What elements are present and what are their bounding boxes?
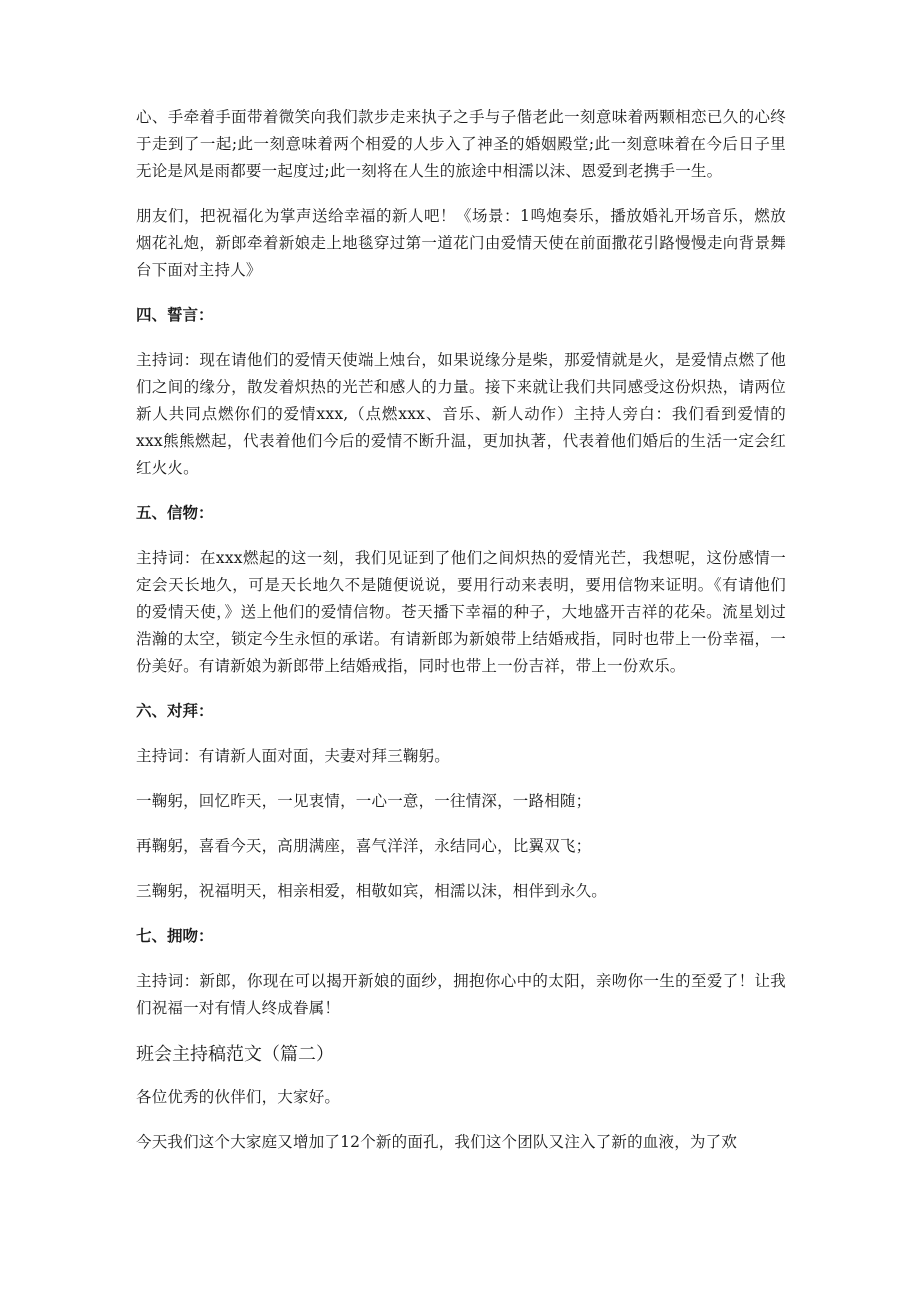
paragraph-tokens: 主持词：在xxx燃起的这一刻，我们见证到了他们之间炽热的爱情光芒，我想呢，这份感情一定会天长地久，可是天长地久不是随便说说，要用行动来表明，要用信物来证明。《有请他们的爱情天使，》送上他们的爱情信物。苍天播下幸福的种子，大地盛开吉祥的花朵。流星划过浩瀚的太空，锁定今生永恒的承诺。有请新郎为新娘带上结婚戒指，同时也带上一份幸福，一份美好。有请新娘为新郎带上结婚戒指，同时也带上一份吉祥，带上一份欢乐。: [136, 549, 786, 675]
paragraph-new-members: 今天我们这个大家庭又增加了12个新的面孔，我们这个团队又注入了新的血液，为了欢: [136, 1133, 738, 1151]
heading-kiss: 七、拥吻：: [136, 927, 214, 945]
paragraph-wedding-moment: 心、手牵着手面带着微笑向我们款步走来执子之手与子偕老此一刻意味着两颗相恋已久的心终于走到了一起;此一刻意味着两个相爱的人步入了神圣的婚姻殿堂;此一刻意味着在今后日子里无论是风是雨都要一起度过;此一刻将在人生的旅途中相濡以沫、恩爱到老携手一生。: [136, 108, 786, 180]
paragraph-bow-second: 再鞠躬，喜看今天，高朋满座，喜气洋洋，永结同心，比翼双飞；: [136, 837, 592, 855]
paragraph-bow-intro: 主持词：有请新人面对面，夫妻对拜三鞠躬。: [136, 747, 451, 765]
section-title-part-two: 班会主持稿范文（篇二）: [136, 1044, 334, 1065]
paragraph-kiss: 主持词：新郎，你现在可以揭开新娘的面纱，拥抱你心中的太阳，亲吻你一生的至爱了！让我们祝福一对有情人终成眷属！: [136, 972, 786, 1017]
paragraph-greeting: 各位优秀的伙伴们，大家好。: [136, 1088, 341, 1106]
paragraph-bow-third: 三鞠躬，祝福明天，相亲相爱，相敬如宾，相濡以沫，相伴到永久。: [136, 882, 608, 900]
document-page: [136, 104, 786, 1174]
heading-tokens: 五、信物：: [136, 504, 214, 522]
paragraph-blessing-scene: 朋友们，把祝福化为掌声送给幸福的新人吧！《场景：1鸣炮奏乐，播放婚礼开场音乐，燃放烟花礼炮，新郎牵着新娘走上地毯穿过第一道花门由爱情天使在前面撒花引路慢慢走向背景舞台下面对主持人》: [136, 207, 786, 279]
heading-bow: 六、对拜：: [136, 702, 214, 720]
paragraph-bow-first: 一鞠躬，回忆昨天，一见衷情，一心一意，一往情深，一路相随；: [136, 792, 592, 810]
paragraph-vows: 主持词：现在请他们的爱情天使端上烛台，如果说缘分是柴，那爱情就是火，是爱情点燃了他们之间的缘分，散发着炽热的光芒和感人的力量。接下来就让我们共同感受这份炽热，请两位新人共同点燃你们的爱情xxx,（点燃xxx、音乐、新人动作）主持人旁白：我们看到爱情的xxx熊熊燃起，代表着他们今后的爱情不断升温，更加执著，代表着他们婚后的生活一定会红红火火。: [136, 351, 786, 477]
heading-vows: 四、誓言：: [136, 306, 214, 324]
